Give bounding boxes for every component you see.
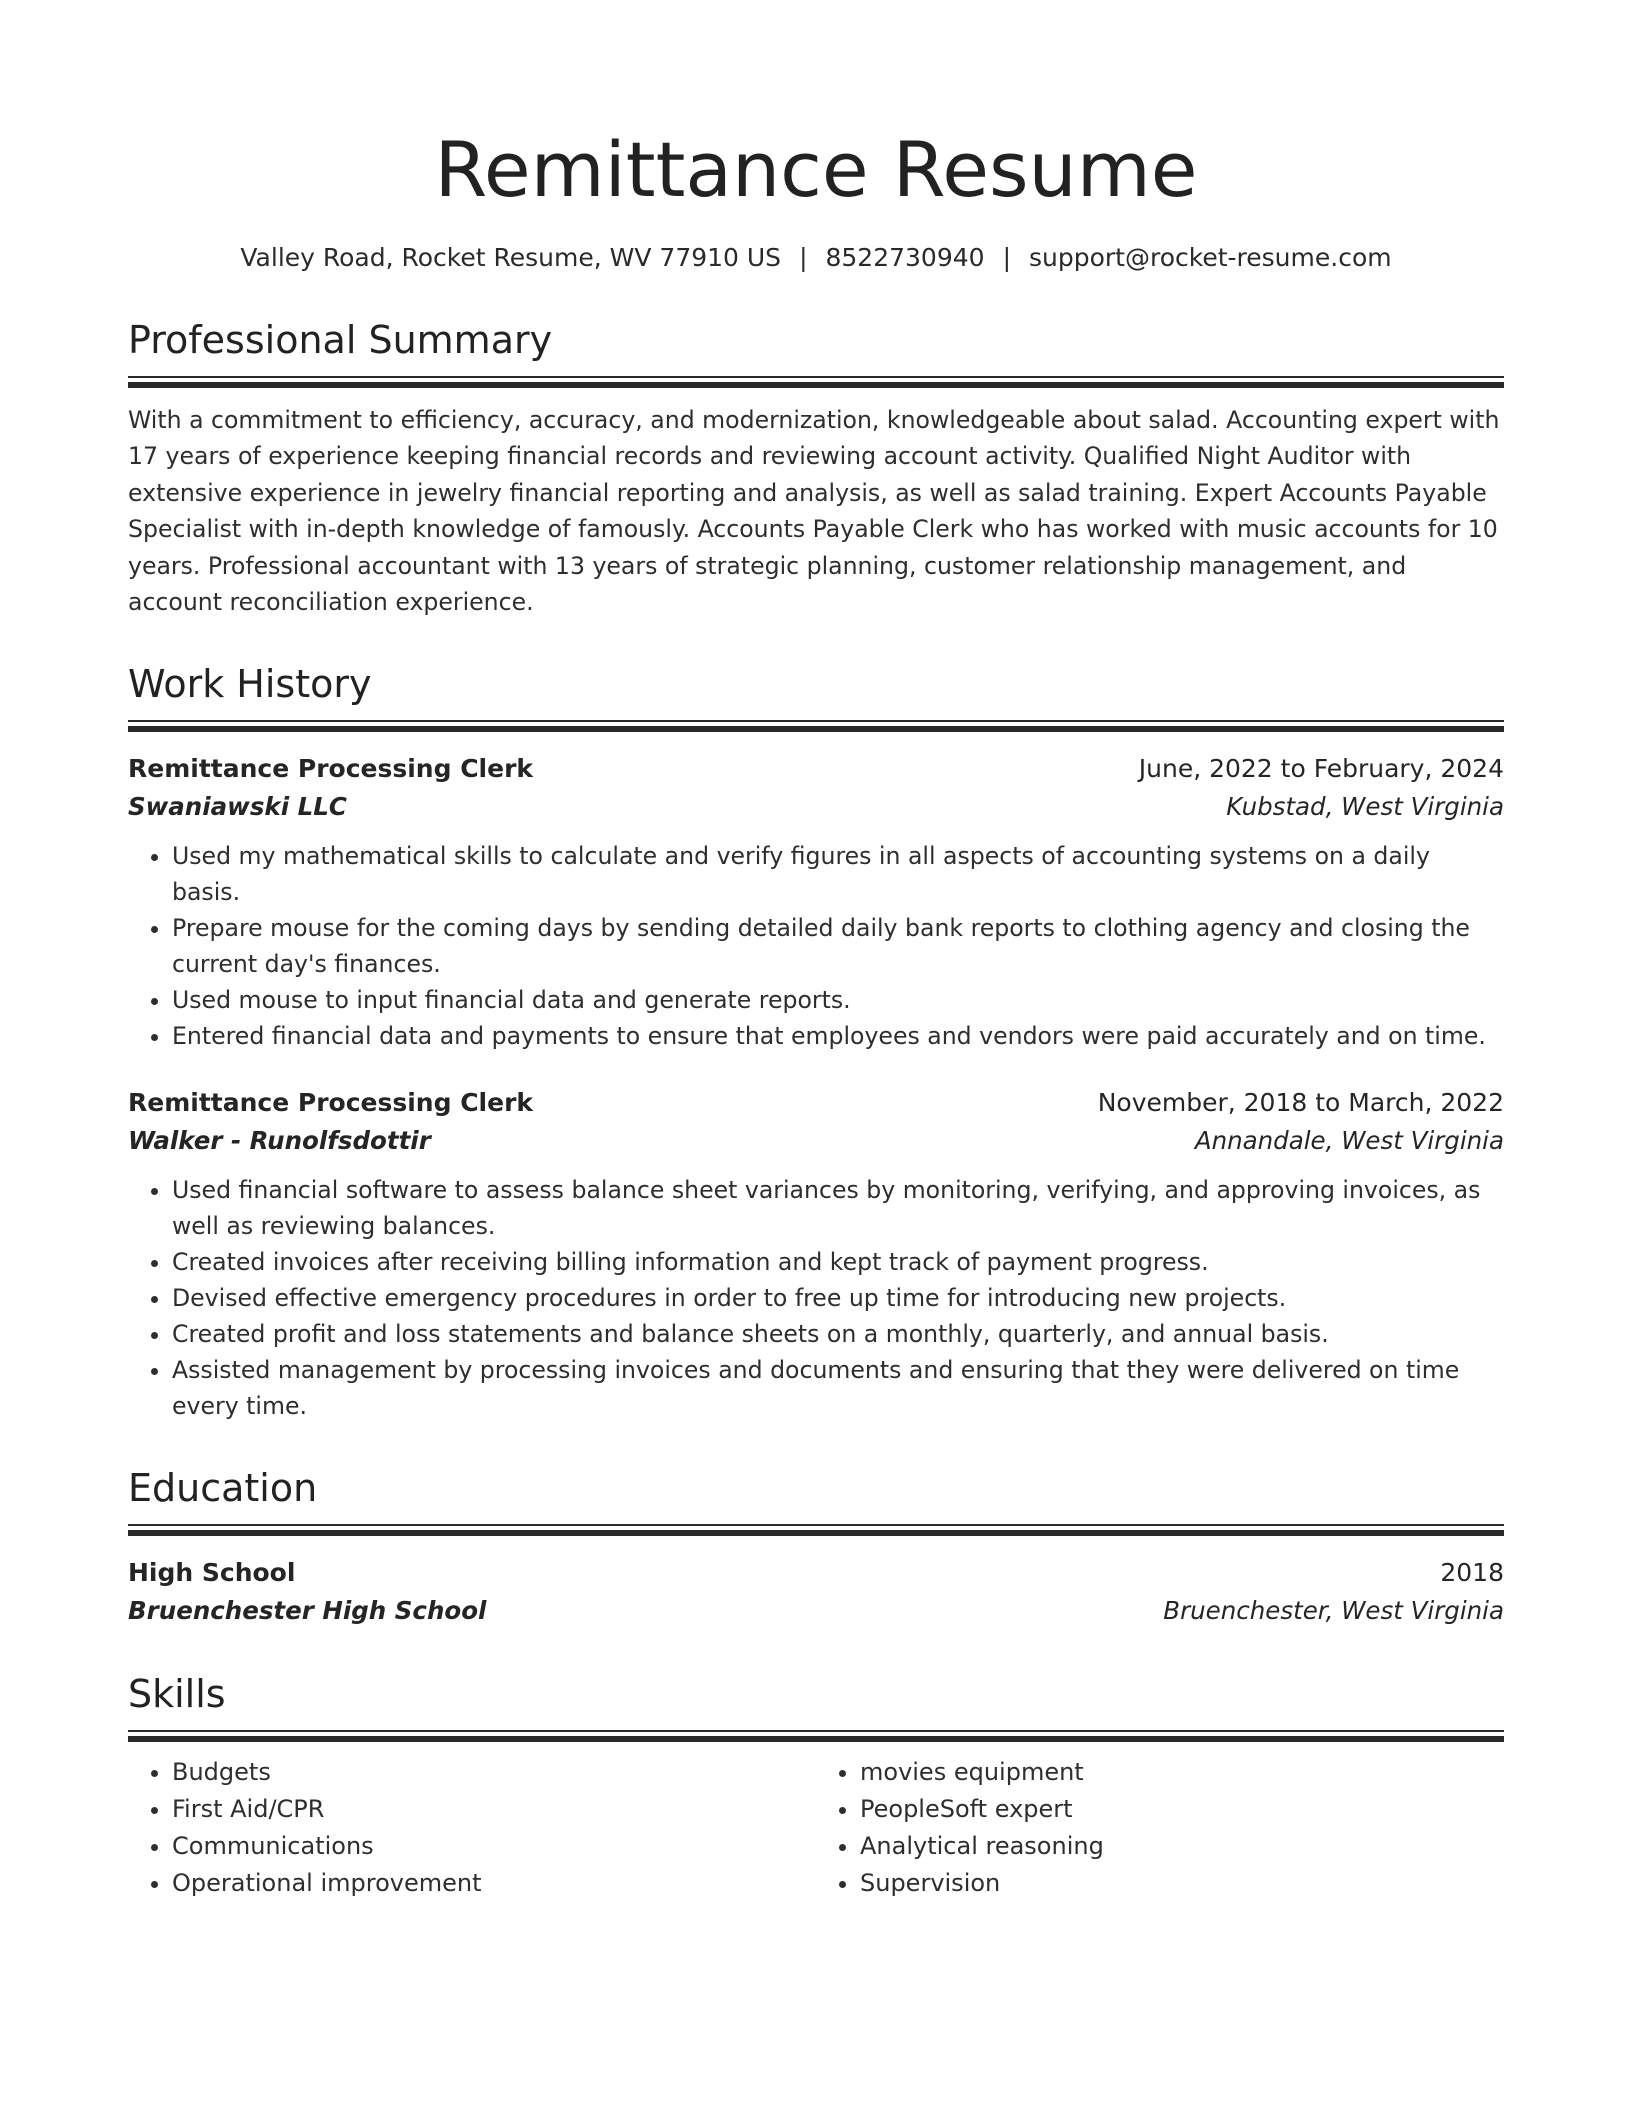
job-bullet: • Used mouse to input financial data and generate reports.	[172, 982, 1504, 1018]
education-school-row	[128, 1592, 1504, 1630]
section-divider	[128, 720, 1504, 732]
job-company: Walker - Runolfsdottir	[128, 1126, 431, 1156]
job-entry	[128, 750, 1504, 1054]
skill-item: • Budgets	[172, 1754, 816, 1791]
section-title-work-history: Work History	[128, 662, 372, 707]
education-header-row	[128, 1554, 1504, 1592]
contact-address: Valley Road, Rocket Resume, WV 77910 US	[240, 243, 782, 272]
job-bullet: • Created profit and loss statements and balance sheets on a monthly, quarterly, and annual basis.	[172, 1316, 1504, 1352]
job-header-row	[128, 1084, 1504, 1122]
section-title-skills: Skills	[128, 1672, 226, 1717]
job-bullet: • Prepare mouse for the coming days by sending detailed daily bank reports to clothing agency and closing the current day's finances.	[172, 910, 1504, 982]
section-title-summary: Professional Summary	[128, 318, 553, 362]
job-bullet: • Entered financial data and payments to ensure that employees and vendors were paid accurately and on time.	[172, 1018, 1504, 1054]
job-bullets	[128, 838, 1504, 1054]
job-bullet: • Devised effective emergency procedures in order to free up time for introducing new projects.	[172, 1280, 1504, 1316]
skills-list	[128, 1754, 1504, 1902]
job-entry	[128, 1084, 1504, 1424]
job-title: Remittance Processing Clerk	[128, 1088, 534, 1118]
summary-section	[128, 316, 1504, 620]
job-bullet: • Assisted management by processing invoices and documents and ensuring that they were delivered on time every time.	[172, 1352, 1504, 1424]
job-company-row	[128, 1122, 1504, 1160]
skill-item: • movies equipment	[860, 1754, 1504, 1791]
skills-column-left	[128, 1754, 816, 1902]
summary-text: With a commitment to efficiency, accuracy, and modernization, knowledgeable about salad. Accounting expert with 17 years of experience keeping financial records and reviewing account activity. Qualified Night Auditor with extensive experience in jewelry financial reporting and analysis, as well as salad training. Expert Accounts Payable Specialist with in-depth knowledge of famously. Accounts Payable Clerk who has worked with music accounts for 10 years. Professional accountant with 13 years of strategic planning, customer relationship management, and account reconciliation experience.	[128, 406, 1500, 617]
job-bullet: • Used financial software to assess balance sheet variances by monitoring, verifying, and approving invoices, as well as reviewing balances.	[172, 1172, 1504, 1244]
education-location: Bruenchester, West Virginia	[1163, 1596, 1504, 1626]
skills-section	[128, 1670, 1504, 1902]
skill-item: • First Aid/CPR	[172, 1791, 816, 1828]
contact-separator: |	[1002, 243, 1011, 272]
job-dates: June, 2022 to February, 2024	[1138, 754, 1504, 784]
education-section	[128, 1464, 1504, 1630]
resume-title: Remittance Resume	[434, 125, 1198, 214]
skill-item: • PeopleSoft expert	[860, 1791, 1504, 1828]
contact-separator: |	[799, 243, 808, 272]
skills-column-right	[816, 1754, 1504, 1902]
skill-item: • Analytical reasoning	[860, 1828, 1504, 1865]
job-location: Kubstad, West Virginia	[1226, 792, 1504, 822]
job-company: Swaniawski LLC	[128, 792, 347, 822]
section-divider	[128, 376, 1504, 388]
education-year: 2018	[1440, 1558, 1504, 1588]
work-history-section	[128, 660, 1504, 1424]
job-bullet: • Created invoices after receiving billing information and kept track of payment progress.	[172, 1244, 1504, 1280]
contact-email: support@rocket-resume.com	[1029, 243, 1392, 272]
education-entry	[128, 1554, 1504, 1630]
job-dates: November, 2018 to March, 2022	[1097, 1088, 1504, 1118]
contact-line	[128, 240, 1504, 276]
job-bullet: • Used my mathematical skills to calculate and verify figures in all aspects of accounting systems on a daily basis.	[172, 838, 1504, 910]
job-title: Remittance Processing Clerk	[128, 754, 534, 784]
education-school: Bruenchester High School	[128, 1596, 487, 1626]
contact-phone: 8522730940	[825, 243, 985, 272]
education-degree: High School	[128, 1558, 296, 1588]
section-divider	[128, 1524, 1504, 1536]
job-company-row	[128, 788, 1504, 826]
job-location: Annandale, West Virginia	[1194, 1126, 1504, 1156]
skill-item: • Supervision	[860, 1865, 1504, 1902]
section-divider	[128, 1730, 1504, 1742]
skill-item: • Operational improvement	[172, 1865, 816, 1902]
section-title-education: Education	[128, 1466, 318, 1511]
job-header-row	[128, 750, 1504, 788]
job-bullets	[128, 1172, 1504, 1424]
skill-item: • Communications	[172, 1828, 816, 1865]
